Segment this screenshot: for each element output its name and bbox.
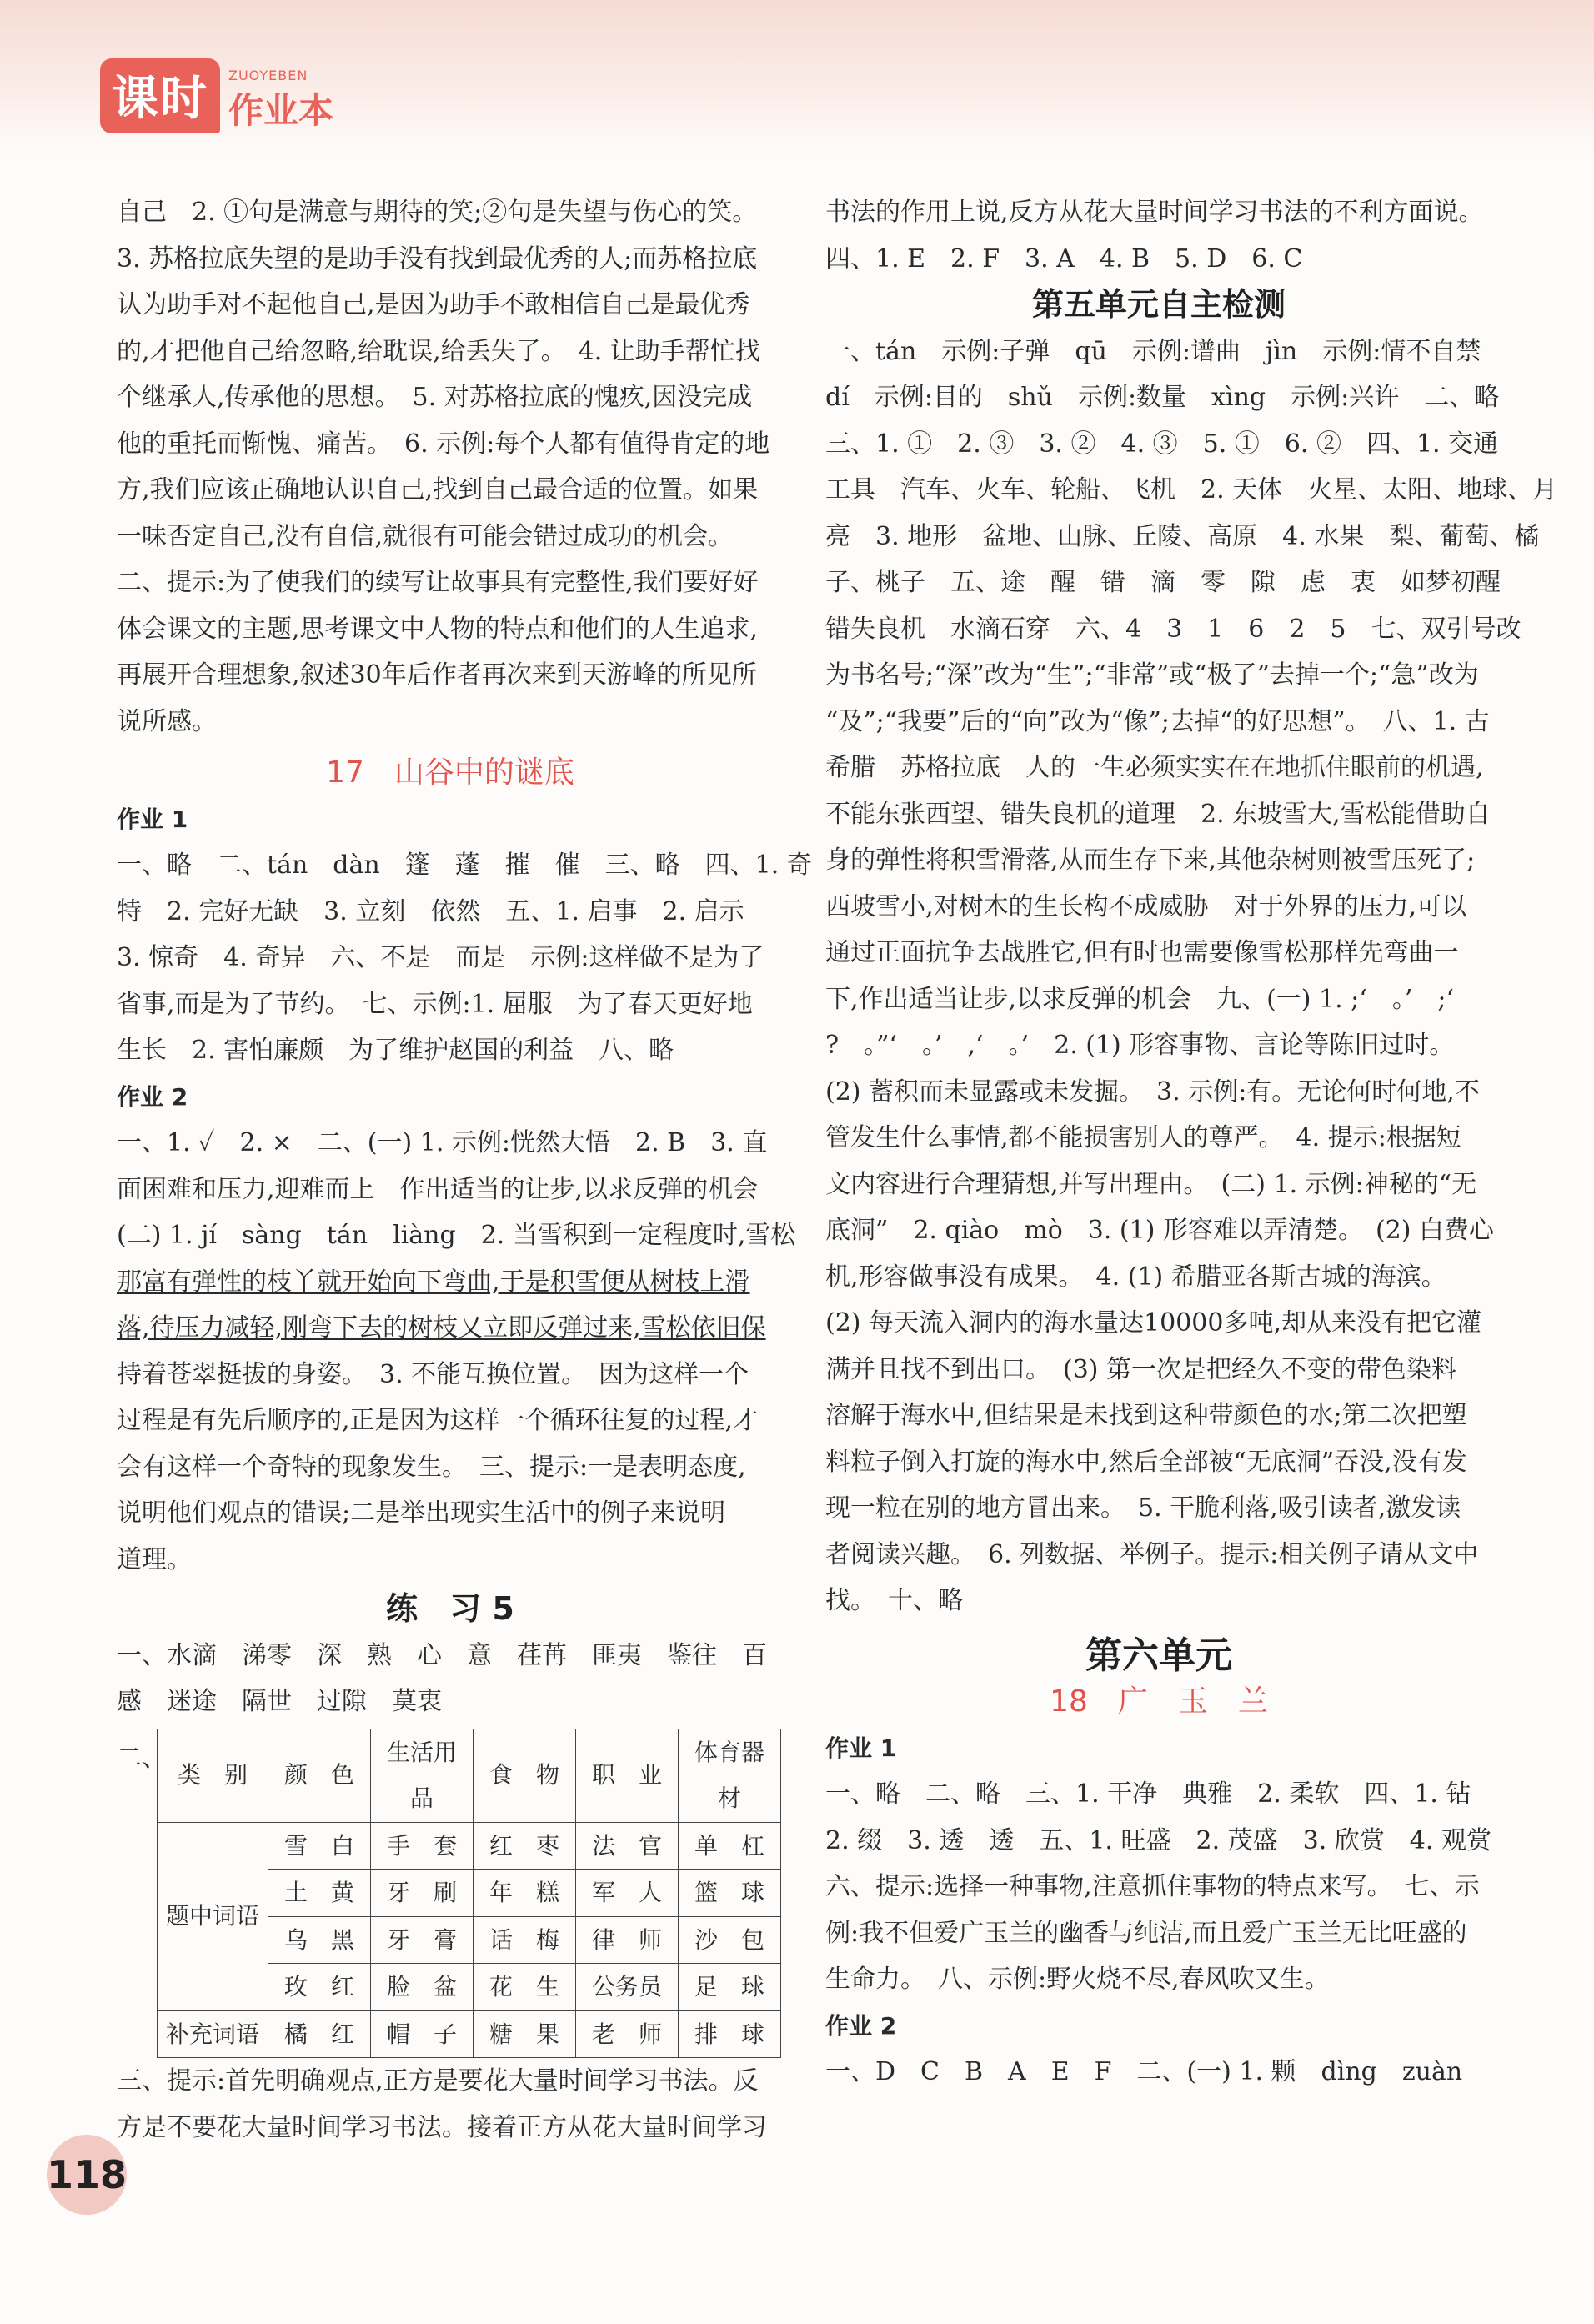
text-line: 体会课文的主题,思考课文中人物的特点和他们的人生追求,: [117, 614, 759, 644]
left-intro: [117, 189, 784, 745]
text-line: (2) 每天流入洞内的海水量达10000多吨,却从来没有把它灌: [825, 1308, 1482, 1338]
text-line: 三、1. ① 2. ③ 3. ② 4. ③ 5. ① 6. ② 四、1. 交通: [825, 429, 1499, 459]
text-line: 省事,而是为了节约。 七、示例:1. 屈服 为了春天更好地: [117, 989, 753, 1019]
text-line: 他的重托而惭愧、痛苦。 6. 示例:每个人都有值得肯定的地: [117, 429, 770, 459]
text-line: 例:我不但爱广玉兰的幽香与纯洁,而且爱广玉兰无比旺盛的: [825, 1918, 1467, 1948]
text-line: 亮 3. 地形 盆地、山脉、丘陵、高原 4. 水果 梨、葡萄、橘: [825, 521, 1540, 551]
text-line: (2) 蓄积而未显露或未发掘。 3. 示例:有。无论何时何地,不: [825, 1077, 1480, 1107]
text-line: dí 示例:目的 shǔ 示例:数量 xìng 示例:兴许 二、略: [825, 383, 1500, 412]
brand-main: 课时: [100, 58, 220, 133]
table-header: 职 业: [576, 1729, 679, 1822]
table-cell: 老 师: [576, 2010, 679, 2058]
table-header: 颜 色: [268, 1729, 371, 1822]
text-line: 个继承人,传承他的思想。 5. 对苏格拉底的愧疚,因没完成: [117, 383, 753, 412]
text-line: 二、提示:为了使我们的续写让故事具有完整性,我们要好好: [117, 568, 759, 597]
text-line: 为书名号;“深”改为“生”;“非常”或“极了”去掉一个;“急”改为: [825, 660, 1479, 690]
text-line: 面困难和压力,迎难而上 作出适当的让步,以求反弹的机会: [117, 1174, 759, 1204]
text-line: 下,作出适当让步,以求反弹的机会 九、(一) 1. ;‘ 。’ ;‘: [825, 984, 1454, 1014]
text-line: 一、水滴 涕零 深 熟 心 意 荏苒 匪夷 鉴往 百: [117, 1640, 767, 1670]
table-cell: 花 生: [474, 1964, 576, 2011]
table-cell: 红 枣: [474, 1822, 576, 1870]
table-cell: 牙 膏: [371, 1916, 474, 1964]
table-cell: 橘 红: [268, 2010, 371, 2058]
homework-1-label: 作业 1: [117, 805, 188, 833]
table-cell: 年 糕: [474, 1870, 576, 1917]
table-cell: 牙 刷: [371, 1870, 474, 1917]
table-group-label: 题中词语: [158, 1822, 268, 2010]
text-line: 三、提示:首先明确观点,正方是要花大量时间学习书法。反: [117, 2066, 759, 2096]
text-line: 者阅读兴趣。 6. 列数据、举例子。提示:相关例子请从文中: [825, 1539, 1479, 1569]
text-line: 通过正面抗争去战胜它,但有时也需要像雪松那样先弯曲一: [825, 938, 1459, 967]
table-cell: 排 球: [679, 2010, 781, 2058]
text-line: 2. 缀 3. 透 透 五、1. 旺盛 2. 茂盛 3. 欣赏 4. 观赏: [825, 1825, 1491, 1855]
text-line: “及”;“我要”后的“向”改为“像”;去掉“的好思想”。 八、1. 古: [825, 706, 1490, 736]
table-cell: 乌 黑: [268, 1916, 371, 1964]
table-cell: 手 套: [371, 1822, 474, 1870]
text-line: 书法的作用上说,反方从花大量时间学习书法的不利方面说。: [825, 198, 1484, 227]
text-line: 3. 惊奇 4. 奇异 六、不是 而是 示例:这样做不是为了: [117, 943, 764, 972]
text-line: 一味否定自己,没有自信,就很有可能会错过成功的机会。: [117, 521, 734, 551]
category-table: [157, 1729, 781, 2059]
table-cell: 玫 红: [268, 1964, 371, 2011]
text-line: 感 迷途 隔世 过隙 莫衷: [117, 1687, 442, 1716]
table-cell: 话 梅: [474, 1916, 576, 1964]
table-header-row: [158, 1729, 781, 1822]
text-line: ? 。”‘ 。’ ,‘ 。’ 2. (1) 形容事物、言论等陈旧过时。: [825, 1031, 1455, 1060]
table-cell: 足 球: [679, 1964, 781, 2011]
text-line: 四、1. E 2. F 3. A 4. B 5. D 6. C: [825, 243, 1303, 274]
text-line: 西坡雪小,对树木的生长构不成威胁 对于外界的压力,可以: [825, 891, 1467, 921]
page-number: 118: [47, 2135, 127, 2215]
table-cell: 律 师: [576, 1916, 679, 1964]
right-column: [825, 189, 1558, 2096]
text-line: 说所感。: [117, 706, 217, 736]
text-line: 不能东张西望、错失良机的道理 2. 东坡雪大,雪松能借助自: [825, 799, 1491, 829]
table-cell: 糖 果: [474, 2010, 576, 2058]
text-line: 找。 十、略: [825, 1586, 963, 1615]
text-line: 文内容进行合理猜想,并写出理由。 (二) 1. 示例:神秘的“无: [825, 1169, 1477, 1199]
brand-pinyin: ZUOYEBEN: [228, 68, 308, 83]
text-line: 落,待压力减轻,刚弯下去的树枝又立即反弹过来,雪松依旧保: [117, 1313, 766, 1343]
homework-1-label: 作业 1: [825, 1734, 897, 1762]
table-header: 体育器材: [679, 1729, 781, 1822]
text-line: (二) 1. jí sàng tán liàng 2. 当雪积到一定程度时,雪松: [117, 1221, 796, 1250]
text-line: 生命力。 八、示例:野火烧不尽,春风吹又生。: [825, 1965, 1330, 1994]
text-line: 自己 2. ①句是满意与期待的笑;②句是失望与伤心的笑。: [117, 198, 758, 227]
text-line: 一、D C B A E F 二、(一) 1. 颗 dìng zuàn: [825, 2057, 1463, 2086]
text-line: 身的弹性将积雪滑落,从而生存下来,其他杂树则被雪压死了;: [825, 846, 1476, 875]
table-cell: 雪 白: [268, 1822, 371, 1870]
brand-book: 作业本: [228, 90, 334, 131]
text-line: 生长 2. 害怕廉颇 为了维护赵国的利益 八、略: [117, 1036, 674, 1065]
unit-5-title: 第五单元自主检测: [1031, 286, 1286, 323]
brand-logo: [100, 58, 333, 133]
text-line: 一、略 二、tán dàn 篷 蓬 摧 催 三、略 四、1. 奇: [117, 851, 812, 880]
lesson-17-title: 17 山谷中的谜底: [326, 755, 574, 790]
table-header: 食 物: [474, 1729, 576, 1822]
text-line: 特 2. 完好无缺 3. 立刻 依然 五、1. 启事 2. 启示: [117, 896, 744, 926]
text-line: 会有这样一个奇特的现象发生。 三、提示:一是表明态度,: [117, 1452, 746, 1482]
text-line: 满并且找不到出口。 (3) 第一次是把经久不变的带色染料: [825, 1354, 1457, 1384]
text-line: 错失良机 水滴石穿 六、4 3 1 6 2 5 七、双引号改: [825, 614, 1521, 644]
homework-2-label: 作业 2: [117, 1082, 188, 1111]
text-line: 方,我们应该正确地认识自己,找到自己最合适的位置。如果: [117, 475, 759, 504]
text-line: 那富有弹性的枝丫就开始向下弯曲,于是积雪便从树枝上滑: [117, 1267, 750, 1297]
table-cell: 沙 包: [679, 1916, 781, 1964]
text-line: 的,才把他自己给忽略,给耽误,给丢失了。 4. 让助手帮忙找: [117, 336, 760, 366]
text-line: 溶解于海水中,但结果是未找到这种带颜色的水;第二次把塑: [825, 1401, 1467, 1430]
text-line: 一、tán 示例:子弹 qū 示例:谱曲 jìn 示例:情不自禁: [825, 336, 1481, 366]
text-line: 机,形容做事没有成果。 4. (1) 希腊亚各斯古城的海滨。: [825, 1262, 1446, 1292]
text-line: 说明他们观点的错误;二是举出现实生活中的例子来说明: [117, 1498, 726, 1528]
table-cell: 土 黄: [268, 1870, 371, 1917]
table-header: 类 别: [158, 1729, 268, 1822]
text-line: 一、1. ✓ 2. × 二、(一) 1. 示例:恍然大悟 2. B 3. 直: [117, 1128, 768, 1157]
table-cell: 军 人: [576, 1870, 679, 1917]
text-line: 料粒子倒入打旋的海水中,然后全部被“无底洞”吞没,没有发: [825, 1447, 1467, 1477]
text-line: 管发生什么事情,都不能损害别人的尊严。 4. 提示:根据短: [825, 1123, 1461, 1152]
text-line: 方是不要花大量时间学习书法。接着正方从花大量时间学习: [117, 2112, 767, 2142]
table-row: [158, 2010, 781, 2058]
text-line: 再展开合理想象,叙述30年后作者再次来到天游峰的所见所: [117, 660, 757, 690]
table-row: [158, 1822, 781, 1870]
text-line: 3. 苏格拉底失望的是助手没有找到最优秀的人;而苏格拉底: [117, 243, 758, 274]
table-group-label: 补充词语: [158, 2010, 268, 2058]
text-line: 现一粒在别的地方冒出来。 5. 干脆利落,吸引读者,激发读: [825, 1493, 1461, 1523]
text-line: 认为助手对不起他自己,是因为助手不敢相信自己是最优秀: [117, 290, 750, 319]
text-line: 一、略 二、略 三、1. 干净 典雅 2. 柔软 四、1. 钻: [825, 1779, 1471, 1809]
text-line: 底洞” 2. qiào mò 3. (1) 形容难以弄清楚。 (2) 白费心: [825, 1216, 1494, 1245]
left-column: [117, 189, 812, 2151]
table-cell: 法 官: [576, 1822, 679, 1870]
table-cell: 篮 球: [679, 1870, 781, 1917]
table-cell: 单 杠: [679, 1822, 781, 1870]
text-line: 希腊 苏格拉底 人的一生必须实实在在地抓住眼前的机遇,: [825, 753, 1484, 782]
text-line: 过程是有先后顺序的,正是因为这样一个循环往复的过程,才: [117, 1406, 759, 1435]
text-line: 六、提示:选择一种事物,注意抓住事物的特点来写。 七、示: [825, 1872, 1480, 1901]
table-cell: 脸 盆: [371, 1964, 474, 2011]
text-line: 道理。: [117, 1544, 192, 1574]
practice-5-title: 练 习 5: [386, 1590, 514, 1627]
lesson-18-title: 18 广 玉 兰: [1050, 1684, 1268, 1719]
unit-6-title: 第六单元: [1085, 1634, 1232, 1677]
table-label: 二、: [117, 1743, 167, 1773]
text-line: 持着苍翠挺拔的身姿。 3. 不能互换位置。 因为这样一个: [117, 1359, 749, 1389]
text-line: 子、桃子 五、途 醒 错 滴 零 隙 虑 衷 如梦初醒: [825, 568, 1501, 597]
table-header: 生活用品: [371, 1729, 474, 1822]
table-cell: 公务员: [576, 1964, 679, 2011]
category-table-wrap: [117, 1729, 784, 2059]
text-line: 工具 汽车、火车、轮船、飞机 2. 天体 火星、太阳、地球、月: [825, 475, 1558, 504]
table-cell: 帽 子: [371, 2010, 474, 2058]
homework-2-label: 作业 2: [825, 2011, 897, 2040]
